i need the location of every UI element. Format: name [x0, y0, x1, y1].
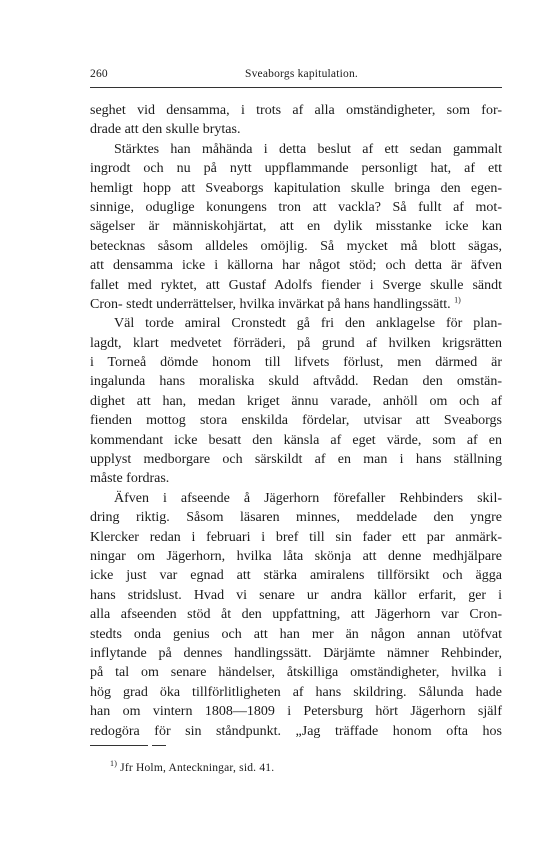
text-line: alla afseenden stöd åt den uppfattning, att Jägerhorn var Cron- — [90, 607, 502, 623]
body-text — [90, 101, 502, 741]
text-line: fienden mottog stora enskilda fördelar, utvisar att Sveaborgs — [90, 413, 502, 429]
page-header — [90, 68, 502, 84]
text-line: ingrodt och nu på nytt uppflammande personligt hat, af ett — [90, 161, 502, 177]
text-line: dighet att han, medan kriget ännu varade, anhöll om och af — [90, 393, 502, 409]
text-line: drade att den skulle brytas. — [90, 122, 241, 138]
text-line: Äfven i afseende å Jägerhorn förefaller Rehbinders skil- — [114, 490, 502, 506]
text-line: måste fordras. — [90, 471, 170, 487]
footnote-rule-short — [152, 745, 166, 746]
text-line: hög grad öka tillförlitligheten af hans skildring. Sålunda hade — [90, 684, 502, 700]
text-line: sinnige, oduglige konungens tron att vackla? Så fullt af mot- — [90, 199, 502, 215]
text-line: han om vintern 1808—1809 i Petersburg hört Jägerhorn själf — [90, 704, 502, 720]
text-line: redogöra för sin ståndpunkt. „Jag träffade honom ofta hos — [90, 723, 502, 739]
page-number: 260 — [90, 68, 108, 80]
text-line: icke just var egnad att stärka amiralens tillförsikt och ägga — [90, 568, 502, 584]
text-line: på tal om senare händelser, åtskilliga omständigheter, hvilka i — [90, 665, 502, 681]
text-line: sägelser är människohjärtat, att en dylik misstanke icke kan — [90, 219, 502, 235]
text-line-content: Cron- stedt underrättelser, hvilka invärkat på hans handlingssätt. — [90, 296, 451, 312]
text-line: i Torneå dömde honom till lifvets förlust, men därmed är — [90, 355, 502, 371]
footnote-text: Jfr Holm, Anteckningar, sid. 41. — [120, 762, 275, 774]
text-line: dring riktig. Såsom läsaren minnes, meddelade den yngre — [90, 510, 502, 526]
text-line: betecknas såsom alldeles omöjlig. Så mycket må blott sägas, — [90, 238, 502, 254]
text-line: Klercker redan i februari i bref till sin fader ett par anmärk- — [90, 529, 502, 545]
text-line: hemligt hopp att Sveaborgs kapitulation skulle bringa den egen- — [90, 180, 502, 196]
text-line-with-footnote-ref — [90, 295, 502, 314]
text-line: hans stridslust. Hvad vi senare ur andra källor erfarit, ger i — [90, 587, 502, 603]
text-line: stedts onda genius och att han mer än någon annan utöfvat — [90, 626, 502, 642]
footnote-rule — [90, 745, 148, 746]
text-line: Väl torde amiral Cronstedt gå fri den anklagelse för plan- — [114, 316, 502, 332]
text-line: seghet vid densamma, i trots af alla omständigheter, som for- — [90, 103, 502, 118]
header-rule — [90, 87, 502, 88]
text-line: att densamma icke i källorna har något stöd; och detta är äfven — [90, 258, 502, 274]
text-line: Stärktes han måhända i detta beslut af ett sedan gammalt — [114, 141, 502, 157]
text-line: ningar om Jägerhorn, hvilka låta skönja att denne medhjälpare — [90, 548, 502, 564]
footnote-reference: 1) — [454, 295, 461, 305]
text-line: inflytande på dennes handlingssätt. Därjämte nämner Rehbinder, — [90, 645, 502, 661]
text-line: fallet med ryktet, att Gustaf Adolfs fiender i Sverge skulle sändt — [90, 277, 502, 293]
text-line: ingalunda hans moraliska skuld aftvådd. Redan den omstän- — [90, 374, 502, 390]
text-line: upplyst medborgare och särskildt af en man i hans ställning — [90, 452, 502, 468]
running-head: Sveaborgs kapitulation. — [245, 68, 358, 80]
text-line: lagdt, klart medvetet förräderi, på grund af hvilken krigsrätten — [90, 335, 502, 351]
footnote — [110, 759, 275, 774]
footnote-marker: 1) — [110, 759, 118, 769]
text-line: kommendant icke besatt den känsla af eget värde, som af en — [90, 432, 502, 448]
